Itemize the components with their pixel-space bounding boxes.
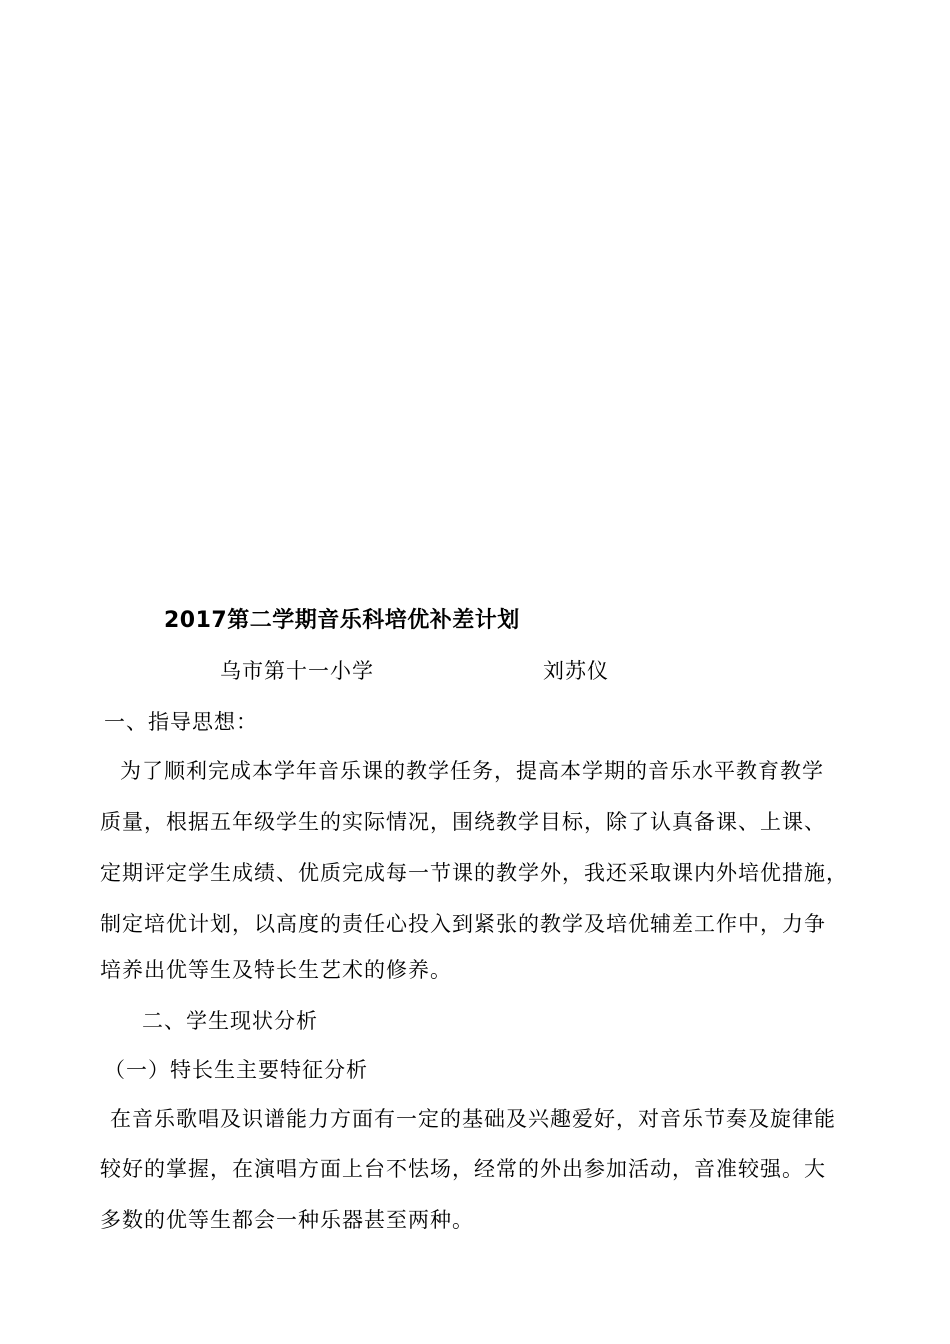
paragraph-line: 多数的优等生都会一种乐器甚至两种。 (100, 1208, 474, 1232)
school-name: 乌市第十一小学 (220, 659, 374, 683)
document-title: 2017第二学期音乐科培优补差计划 (164, 608, 520, 633)
paragraph-line: 在音乐歌唱及识谱能力方面有一定的基础及兴趣爱好，对音乐节奏及旋律能 (110, 1107, 836, 1131)
paragraph-line: 制定培优计划，以高度的责任心投入到紧张的教学及培优辅差工作中，力争 (100, 912, 826, 936)
paragraph-line: 定期评定学生成绩、优质完成每一节课的教学外，我还采取课内外培优措施， (100, 861, 848, 885)
paragraph-line: 质量，根据五年级学生的实际情况，围绕教学目标，除了认真备课、上课、 (100, 810, 826, 834)
section-heading-guiding-thought: 一、指导思想： (104, 710, 258, 734)
paragraph-line: 培养出优等生及特长生艺术的修养。 (100, 958, 452, 982)
author-name: 刘苏仪 (543, 659, 609, 683)
paragraph-line: 为了顺利完成本学年音乐课的教学任务，提高本学期的音乐水平教育教学 (120, 759, 824, 783)
subsection-heading-special-students: （一）特长生主要特征分析 (104, 1058, 368, 1082)
paragraph-line: 较好的掌握，在演唱方面上台不怯场，经常的外出参加活动，音准较强。大 (100, 1157, 826, 1181)
section-heading-student-analysis: 二、学生现状分析 (142, 1009, 318, 1033)
